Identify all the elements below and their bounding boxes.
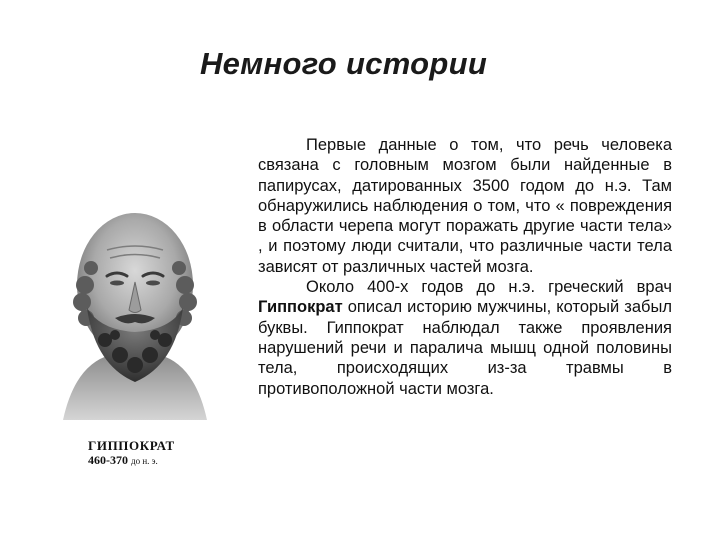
hippocrates-name: Гиппократ: [258, 298, 343, 317]
portrait-era: до н. э.: [131, 456, 158, 466]
hippocrates-bust-image: [55, 190, 215, 470]
paragraph-hippocrates: [258, 277, 672, 399]
paragraph-papyrus: Первые данные о том, что речь человека связана с головным мозгом были найденные в папирусах, датированных 3500 годом до н.э. Там обнаружились наблюдения о том, что « повреждения в области черепа могут поражать другие части тела» , и поэтому люди считали, что различные части тела зависят от различных частей мозга.: [258, 136, 672, 276]
paragraph-hippocrates-rest: описал историю мужчины, который забыл буквы. Гиппократ наблюдал также проявления нарушений речи и паралича мышц одной половины тела, происходящих из-за травмы в противоположной части мозга.: [258, 298, 672, 398]
portrait-caption: [88, 438, 208, 469]
portrait-years: 460-370: [88, 453, 128, 467]
slide-title: Немного истории: [200, 46, 488, 81]
paragraph-hippocrates-intro: Около 400-х годов до н.э. греческий врач: [306, 278, 672, 297]
portrait-dates: [88, 453, 208, 469]
history-text: [258, 135, 672, 399]
portrait-name: ГИППОКРАТ: [88, 438, 175, 453]
